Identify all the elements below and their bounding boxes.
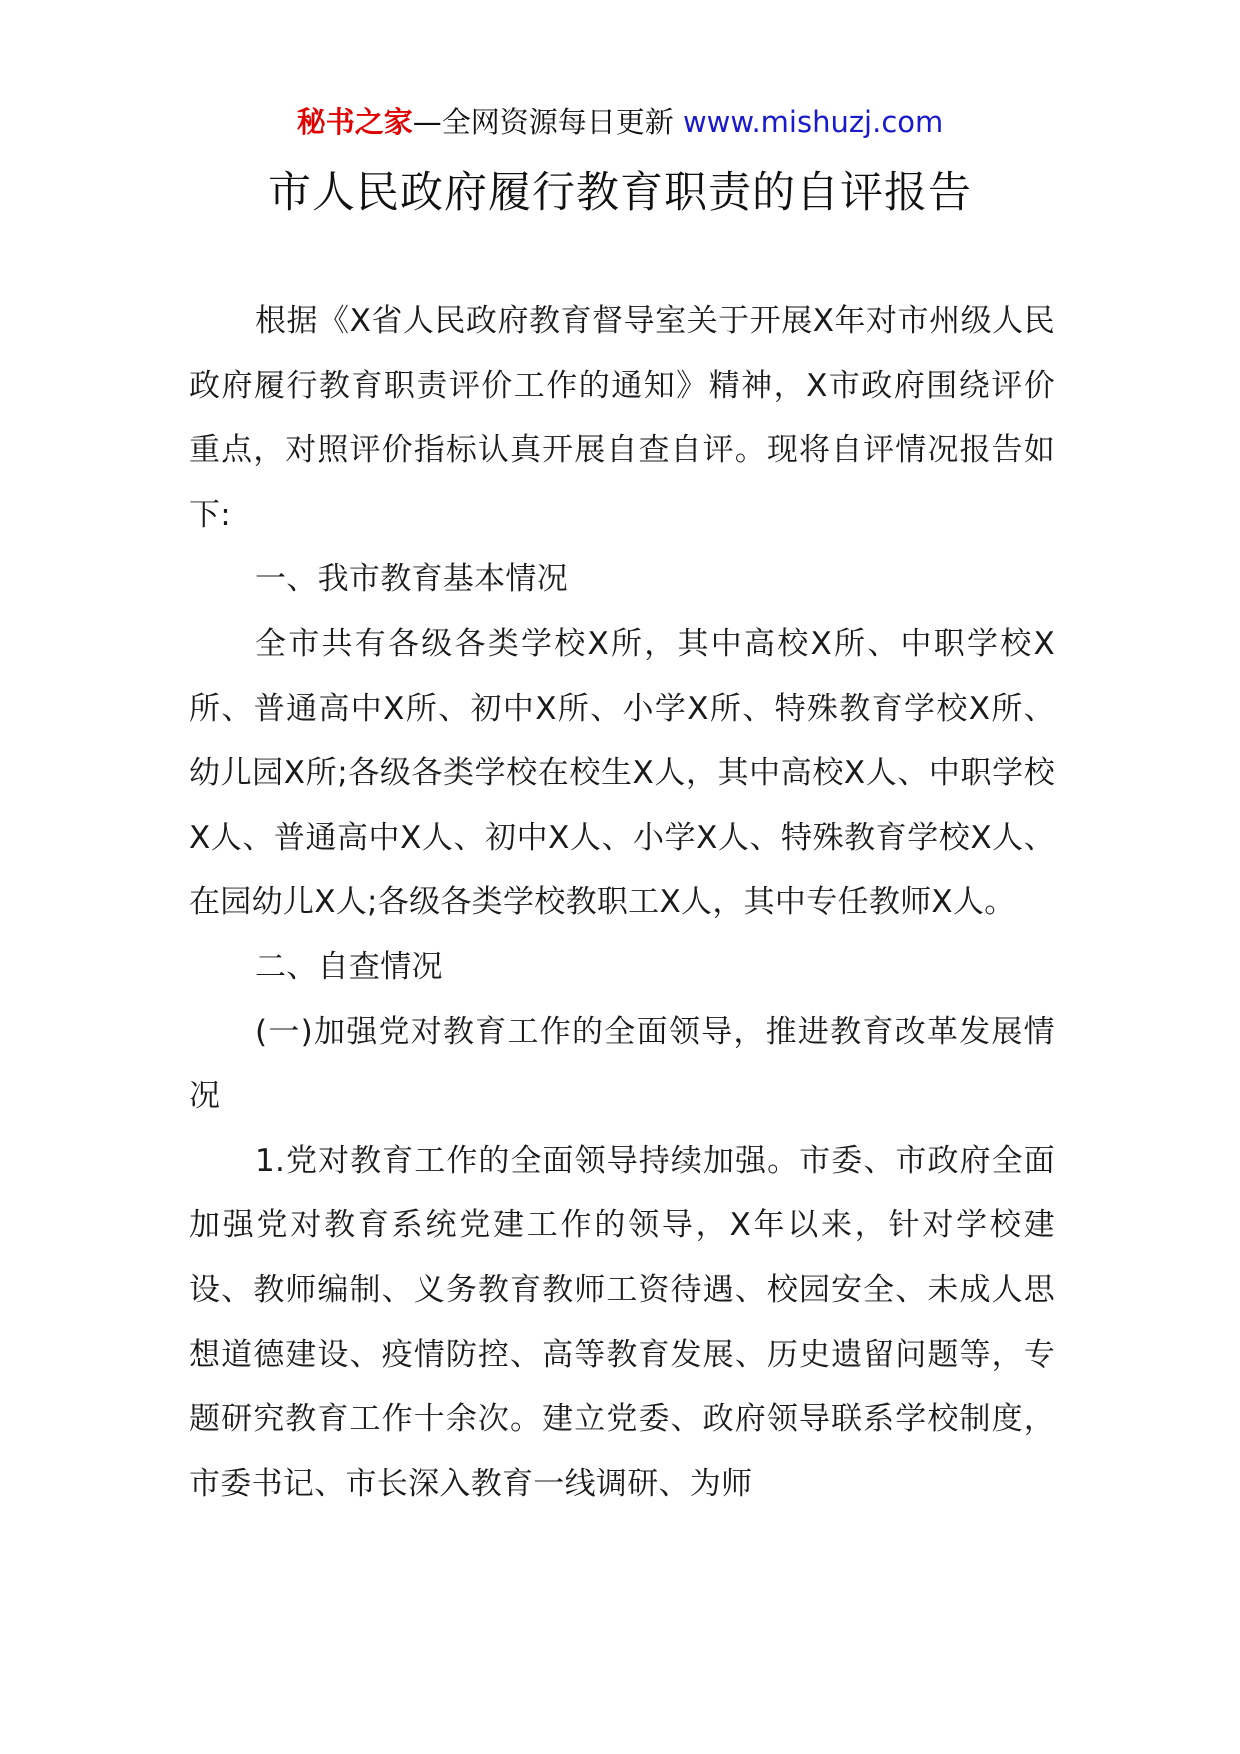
paragraph-basic-info: 全市共有各级各类学校X所，其中高校X所、中职学校X所、普通高中X所、初中X所、小学X所、特殊教育学校X所、幼儿园X所;各级各类学校在校生X人，其中高校X人、中职学校X人、普通高中X人、初中X人、小学X人、特殊教育学校X人、在园幼儿X人;各级各类学校教职工X人，其中专任教师X人。 xyxy=(189,625,1055,921)
section-heading-1: 一、我市教育基本情况 xyxy=(255,561,568,598)
paragraph-item-1: 1.党对教育工作的全面领导持续加强。市委、市政府全面加强党对教育系统党建工作的领导，X年以来，针对学校建设、教师编制、义务教育教师工资待遇、校园安全、未成人思想道德建设、疫情防控、高等教育发展、历史遗留问题等，专题研究教育工作十余次。建立党委、政府领导联系学校制度，市委书记、市长深入教育一线调研、为师 xyxy=(189,1142,1055,1502)
brand-name: 秘书之家 xyxy=(296,105,413,139)
site-url-link[interactable]: www.mishuzj.com xyxy=(682,105,944,139)
document-body xyxy=(189,289,1055,1516)
site-header xyxy=(0,100,1240,144)
document-title: 市人民政府履行教育职责的自评报告 xyxy=(268,168,972,218)
section-heading-2: 二、自查情况 xyxy=(255,948,443,985)
paragraph-intro: 根据《X省人民政府教育督导室关于开展X年对市州级人民政府履行教育职责评价工作的通知》精神，X市政府围绕评价重点，对照评价指标认真开展自查自评。现将自评情况报告如下: xyxy=(189,303,1055,533)
header-slogan: —全网资源每日更新 xyxy=(412,105,683,139)
subsection-heading-1: (一)加强党对教育工作的全面领导，推进教育改革发展情况 xyxy=(189,1013,1055,1115)
